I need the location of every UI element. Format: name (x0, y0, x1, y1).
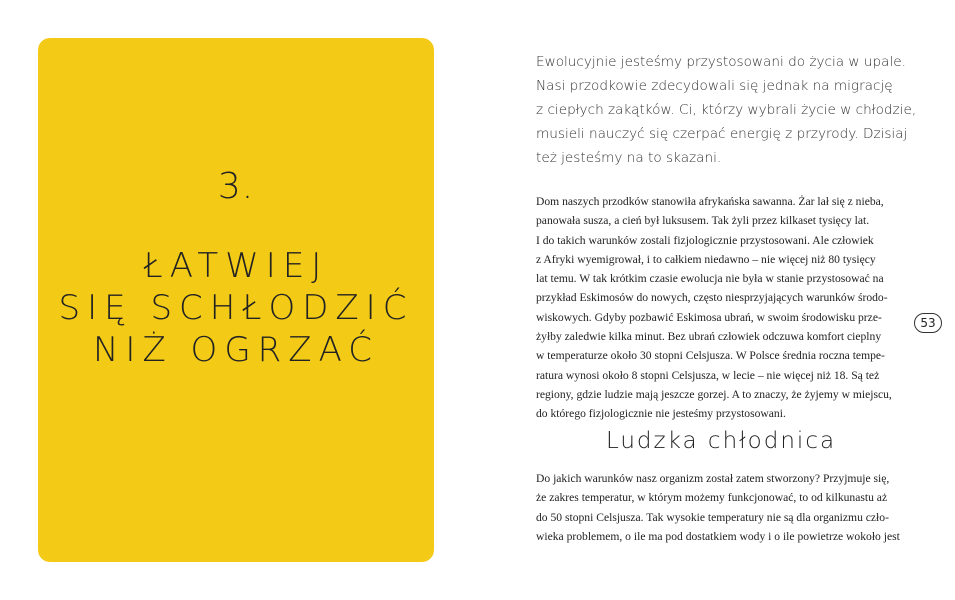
chapter-number: 3. (217, 166, 255, 207)
chapter-title-line: NIŻ OGRZAĆ (93, 330, 379, 370)
body-paragraph-2 (536, 469, 906, 546)
page-number-badge: 53 (914, 313, 942, 333)
text-line: żyłby zaledwie kilka minut. Bez ubrań człowiek odczuwa komfort cieplny (536, 330, 882, 344)
intro-line: z ciepłych zakątków. Ci, którzy wybrali życie w chłodzie, (536, 102, 917, 118)
text-line: do którego fizjologicznie nie jesteśmy przystosowani. (536, 407, 786, 421)
text-line: że zakres temperatur, w którym możemy funkcjonować, to od kilkunastu aż (536, 491, 888, 505)
intro-line: musieli nauczyć się czerpać energię z przyrody. Dzisiaj (536, 126, 908, 142)
intro-line: też jesteśmy na to skazani. (536, 150, 722, 166)
section-heading: Ludzka chłodnica (605, 428, 837, 454)
intro-line: Nasi przodkowie zdecydowali się jednak na migrację (536, 78, 893, 94)
chapter-title-line: ŁATWIEJ (143, 246, 329, 286)
text-line: do 50 stopni Celsjusza. Tak wysokie temperatury nie są dla organizmu czło- (536, 510, 889, 524)
text-line: regiony, gdzie ludzie mają jeszcze gorzej. A to znaczy, że żyjemy w miejscu, (536, 387, 892, 401)
text-line: lat temu. W tak krótkim czasie ewolucja nie była w stanie przystosować na (536, 272, 884, 286)
text-line: z Afryki wyemigrował, i to całkiem niedawno – nie więcej niż 80 tysięcy (536, 252, 876, 266)
text-line: wiskowych. Gdyby pozbawić Eskimosa ubrań, w swoim środowisku prze- (536, 310, 882, 324)
text-line: wieka problemem, o ile ma pod dostatkiem wody i o ile powietrze wokoło jest (536, 529, 900, 543)
text-line: I do takich warunków zostali fizjologicznie przystosowani. Ale człowiek (536, 233, 874, 247)
text-line: Do jakich warunków nasz organizm został zatem stworzony? Przyjmuje się, (536, 472, 890, 485)
text-line: Dom naszych przodków stanowiła afrykańska sawanna. Żar lał się z nieba, (536, 195, 884, 208)
intro-line: Ewolucyjnie jesteśmy przystosowani do życia w upale. (536, 54, 906, 70)
chapter-title (38, 245, 434, 371)
chapter-card (38, 38, 434, 562)
text-line: panowała susza, a cień był luksusem. Tak żyli przez kilkaset tysięcy lat. (536, 214, 870, 228)
text-line: w temperaturze około 30 stopni Celsjusza. W Polsce średnia roczna tempe- (536, 349, 885, 363)
text-line: ratura wynosi około 8 stopni Celsjusza, w lecie – nie więcej niż 18. Są też (536, 368, 880, 382)
body-paragraph-1 (536, 192, 906, 424)
intro-text (536, 50, 926, 170)
text-line: przykład Eskimosów do nowych, często niesprzyjających warunków środo- (536, 291, 888, 305)
chapter-title-line: SIĘ SCHŁODZIĆ (58, 288, 414, 328)
